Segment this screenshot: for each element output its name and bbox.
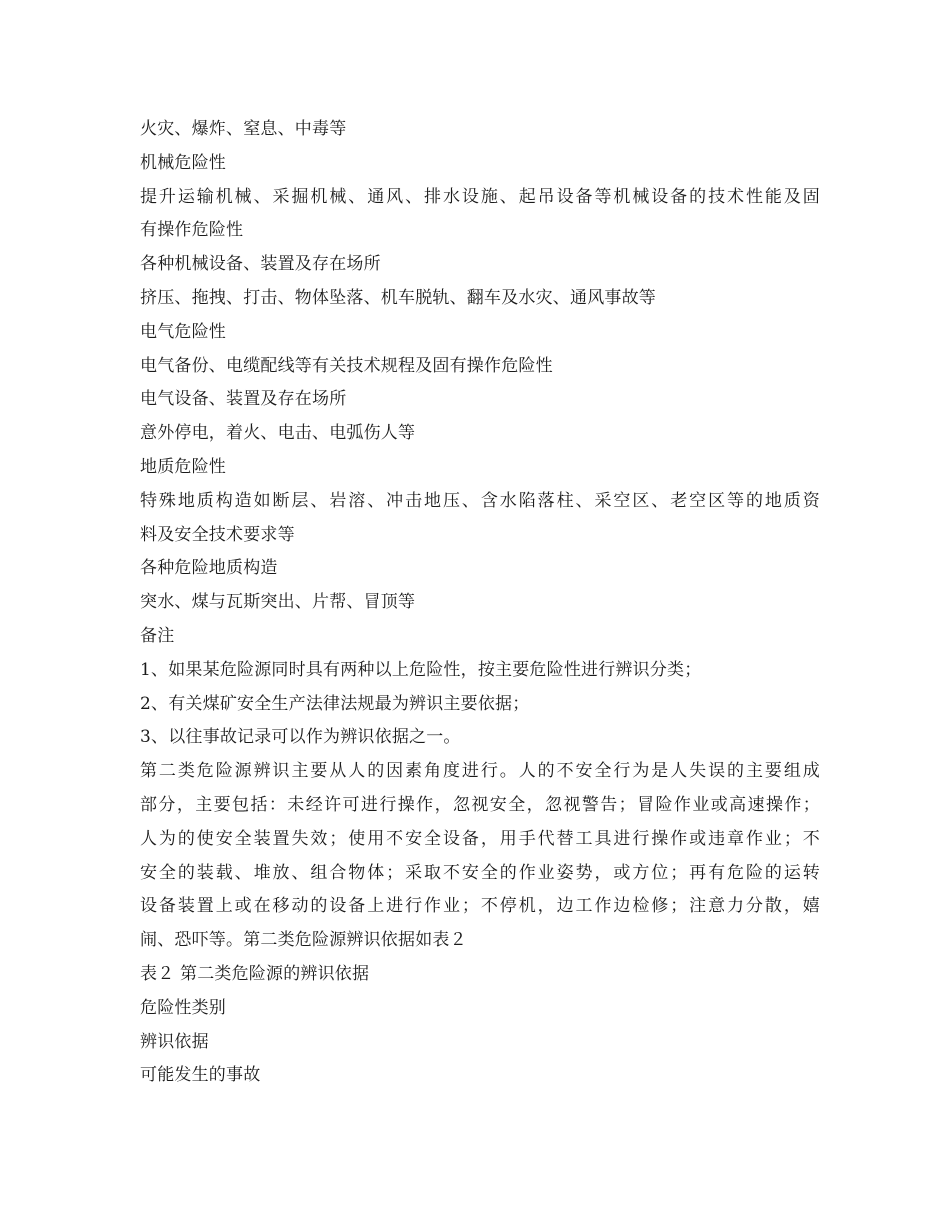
paragraph-line: 安全的装载、堆放、组合物体；采取不安全的作业姿势，或方位；再有危险的运转 [140,862,820,883]
text-line: 各种危险地质构造 [140,558,278,579]
text-line: 特殊地质构造如断层、岩溶、冲击地压、含水陷落柱、采空区、老空区等的地质资 [140,490,820,511]
text-line: 火灾、爆炸、窒息、中毒等 [140,119,347,139]
paragraph-line: 第二类危险源辨识主要从人的因素角度进行。人的不安全行为是人失误的主要组成 [140,761,820,782]
paragraph-line: 部分，主要包括：未经许可进行操作，忽视安全，忽视警告；冒险作业或高速操作； [140,794,820,815]
text-line: 电气备份、电缆配线等有关技术规程及固有操作危险性 [140,355,553,376]
note-item: 1、如果某危险源同时具有两种以上危险性，按主要危险性进行辨识分类； [140,659,702,680]
section-heading-geological: 地质危险性 [140,456,226,477]
paragraph-line: 人为的使安全装置失效；使用不安全设备，用手代替工具进行操作或违章作业；不 [140,828,820,849]
text-line: 意外停电，着火、电击、电弧伤人等 [140,423,416,444]
paragraph-line: 闹、恐吓等。第二类危险源辨识依据如表２ [140,930,467,951]
table-header-category: 危险性类别 [140,997,226,1018]
note-item: 3、以往事故记录可以作为辨识依据之一。 [140,727,461,748]
text-line: 有操作危险性 [140,220,244,241]
table-header-basis: 辨识依据 [140,1031,209,1052]
text-line: 电气设备、装置及存在场所 [140,389,347,410]
section-heading-mechanical: 机械危险性 [140,152,226,173]
note-item: 2、有关煤矿安全生产法律法规最为辨识主要依据； [140,693,530,714]
section-heading-electrical: 电气危险性 [140,321,226,342]
paragraph-line: 设备装置上或在移动的设备上进行作业；不停机，边工作边检修；注意力分散，嬉 [140,896,820,917]
document-body [140,113,820,1093]
table-caption: 表２ 第二类危险源的辨识依据 [140,963,370,984]
table-header-accidents: 可能发生的事故 [140,1065,261,1086]
text-line: 挤压、拖拽、打击、物体坠落、机车脱轨、翻车及水灾、通风事故等 [140,287,656,308]
text-line: 各种机械设备、装置及存在场所 [140,254,381,275]
notes-heading: 备注 [140,625,175,646]
text-line: 料及安全技术要求等 [140,524,295,545]
text-line: 提升运输机械、采掘机械、通风、排水设施、起吊设备等机械设备的技术性能及固 [140,186,820,207]
text-line: 突水、煤与瓦斯突出、片帮、冒顶等 [140,592,416,613]
